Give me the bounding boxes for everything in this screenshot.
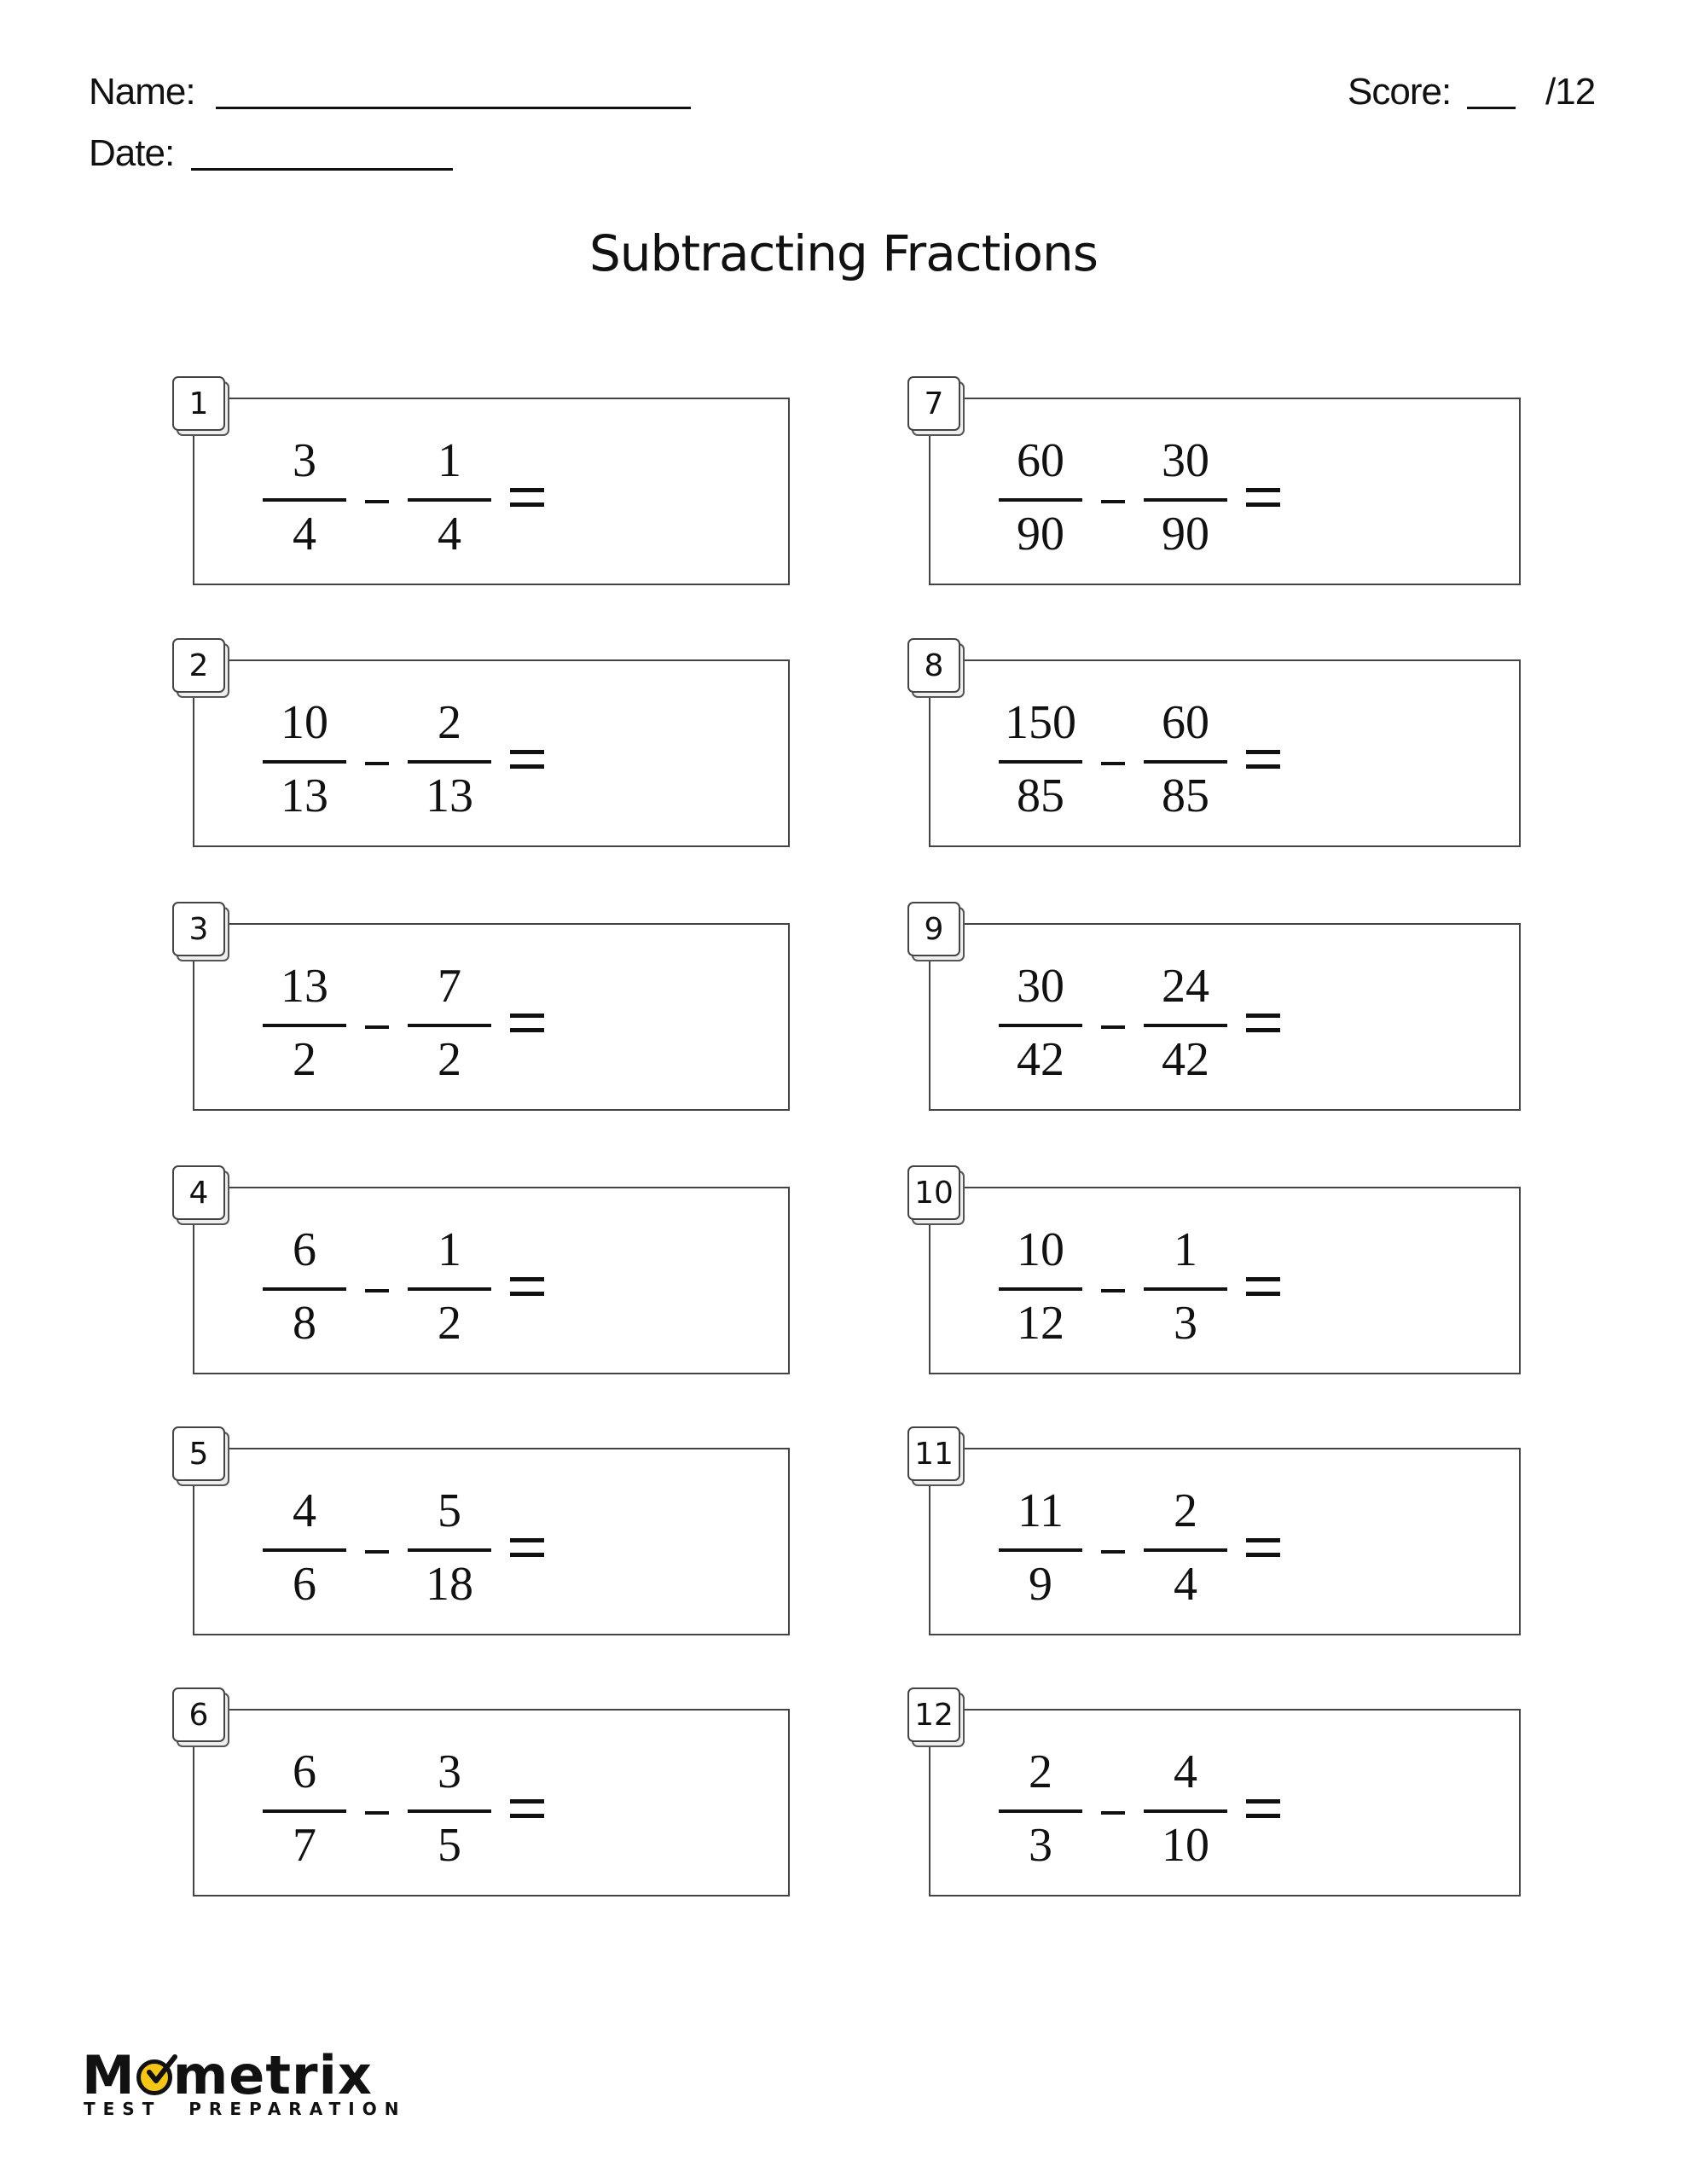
fraction-bar — [263, 1024, 346, 1027]
minus-sign — [1101, 1025, 1125, 1029]
fraction-subtrahend — [1144, 434, 1227, 561]
equals-sign — [1246, 488, 1280, 507]
fraction-subtrahend — [1144, 696, 1227, 822]
equals-sign — [510, 1014, 544, 1032]
fraction-minuend — [999, 696, 1082, 822]
fraction-bar — [999, 1024, 1082, 1027]
problem-number-badge: 10 — [907, 1165, 960, 1220]
problem-number-badge: 9 — [907, 902, 960, 956]
fraction-bar — [408, 1024, 491, 1027]
denominator: 2 — [293, 1033, 316, 1086]
minus-sign — [365, 1025, 389, 1029]
denominator: 5 — [438, 1819, 461, 1872]
fraction-bar — [1144, 1548, 1227, 1552]
numerator: 1 — [1174, 1223, 1197, 1276]
numerator: 30 — [1162, 434, 1209, 487]
fraction-bar — [408, 1809, 491, 1813]
equals-sign — [1246, 750, 1280, 769]
fraction-subtrahend — [1144, 1745, 1227, 1872]
fraction-subtrahend — [408, 1223, 491, 1350]
problem-number-badge: 5 — [172, 1426, 225, 1481]
fraction-bar — [999, 1287, 1082, 1291]
minus-sign — [365, 1289, 389, 1292]
fraction-bar — [408, 760, 491, 764]
equals-sign — [1246, 1277, 1280, 1296]
numerator: 2 — [1029, 1745, 1052, 1798]
problem-number-badge: 2 — [172, 638, 225, 693]
numerator: 10 — [281, 696, 328, 749]
fraction-subtrahend — [408, 960, 491, 1086]
minus-sign — [1101, 500, 1125, 503]
minus-sign — [1101, 1811, 1125, 1815]
denominator: 7 — [293, 1819, 316, 1872]
equals-sign — [1246, 1014, 1280, 1032]
numerator: 6 — [293, 1223, 316, 1276]
logo-wordmark: metrix — [172, 2044, 373, 2106]
fraction-minuend — [263, 1745, 346, 1872]
fraction-minuend — [999, 1745, 1082, 1872]
fraction-subtrahend — [1144, 1484, 1227, 1611]
minus-sign — [365, 500, 389, 503]
denominator: 3 — [1029, 1819, 1052, 1872]
problem-number-badge: 11 — [907, 1426, 960, 1481]
equals-sign — [1246, 1538, 1280, 1557]
problem-number-badge: 1 — [172, 376, 225, 431]
equals-sign — [510, 1277, 544, 1296]
date-field[interactable] — [191, 168, 453, 171]
problem-number-badge: 4 — [172, 1165, 225, 1220]
denominator: 10 — [1162, 1819, 1209, 1872]
page-title: Subtracting Fractions — [588, 224, 1098, 282]
name-field[interactable] — [216, 107, 691, 109]
denominator: 4 — [293, 508, 316, 561]
denominator: 4 — [438, 508, 461, 561]
equals-sign — [510, 1799, 544, 1818]
equals-sign — [510, 1538, 544, 1557]
minus-sign — [1101, 1289, 1125, 1292]
score-field[interactable] — [1467, 107, 1516, 109]
fraction-bar — [263, 1287, 346, 1291]
logo-tagline: TEST PREPARATION — [84, 2099, 407, 2119]
problem-number-badge: 3 — [172, 902, 225, 956]
denominator: 4 — [1174, 1558, 1197, 1611]
fraction-minuend — [263, 696, 346, 822]
fraction-bar — [408, 498, 491, 502]
denominator: 9 — [1029, 1558, 1052, 1611]
equals-sign — [510, 488, 544, 507]
fraction-bar — [1144, 1809, 1227, 1813]
numerator: 60 — [1162, 696, 1209, 749]
denominator: 90 — [1162, 508, 1209, 561]
denominator: 13 — [281, 770, 328, 822]
numerator: 4 — [1174, 1745, 1197, 1798]
fraction-bar — [263, 1809, 346, 1813]
fraction-bar — [999, 498, 1082, 502]
fraction-minuend — [263, 1484, 346, 1611]
numerator: 11 — [1017, 1484, 1064, 1537]
denominator: 42 — [1017, 1033, 1064, 1086]
numerator: 13 — [281, 960, 328, 1013]
numerator: 30 — [1017, 960, 1064, 1013]
fraction-bar — [999, 1548, 1082, 1552]
minus-sign — [365, 1811, 389, 1815]
denominator: 85 — [1017, 770, 1064, 822]
numerator: 7 — [438, 960, 461, 1013]
denominator: 3 — [1174, 1297, 1197, 1350]
fraction-bar — [1144, 1287, 1227, 1291]
fraction-bar — [408, 1287, 491, 1291]
denominator: 85 — [1162, 770, 1209, 822]
problem-number-badge: 8 — [907, 638, 960, 693]
fraction-subtrahend — [408, 434, 491, 561]
fraction-subtrahend — [408, 1745, 491, 1872]
problem-number-badge: 6 — [172, 1687, 225, 1742]
fraction-subtrahend — [1144, 1223, 1227, 1350]
mometrix-logo — [82, 2044, 373, 2106]
equals-sign — [1246, 1799, 1280, 1818]
numerator: 4 — [293, 1484, 316, 1537]
fraction-bar — [263, 1548, 346, 1552]
denominator: 18 — [426, 1558, 473, 1611]
fraction-bar — [999, 1809, 1082, 1813]
numerator: 24 — [1162, 960, 1209, 1013]
minus-sign — [1101, 1550, 1125, 1554]
numerator: 3 — [438, 1745, 461, 1798]
minus-sign — [365, 762, 389, 765]
fraction-subtrahend — [408, 696, 491, 822]
problem-number-badge: 7 — [907, 376, 960, 431]
numerator: 10 — [1017, 1223, 1064, 1276]
denominator: 6 — [293, 1558, 316, 1611]
fraction-bar — [408, 1548, 491, 1552]
denominator: 8 — [293, 1297, 316, 1350]
equals-sign — [510, 750, 544, 769]
fraction-minuend — [999, 434, 1082, 561]
minus-sign — [365, 1550, 389, 1554]
numerator: 1 — [438, 1223, 461, 1276]
score-total: /12 — [1545, 71, 1596, 113]
numerator: 3 — [293, 434, 316, 487]
numerator: 1 — [438, 434, 461, 487]
fraction-bar — [263, 760, 346, 764]
fraction-minuend — [263, 960, 346, 1086]
logo-letter-m: M — [82, 2044, 136, 2106]
fraction-minuend — [999, 1223, 1082, 1350]
numerator: 60 — [1017, 434, 1064, 487]
fraction-bar — [999, 760, 1082, 764]
denominator: 90 — [1017, 508, 1064, 561]
minus-sign — [1101, 762, 1125, 765]
fraction-minuend — [999, 1484, 1082, 1611]
checkmark-icon — [136, 2059, 172, 2095]
numerator: 5 — [438, 1484, 461, 1537]
fraction-bar — [1144, 1024, 1227, 1027]
score-label: Score: — [1348, 71, 1452, 113]
fraction-subtrahend — [408, 1484, 491, 1611]
fraction-minuend — [263, 434, 346, 561]
problem-number-badge: 12 — [907, 1687, 960, 1742]
denominator: 2 — [438, 1033, 461, 1086]
denominator: 42 — [1162, 1033, 1209, 1086]
fraction-minuend — [263, 1223, 346, 1350]
denominator: 2 — [438, 1297, 461, 1350]
numerator: 2 — [438, 696, 461, 749]
name-label: Name: — [89, 71, 195, 113]
date-label: Date: — [89, 132, 175, 174]
denominator: 12 — [1017, 1297, 1064, 1350]
numerator: 150 — [1005, 696, 1076, 749]
fraction-bar — [263, 498, 346, 502]
fraction-bar — [1144, 498, 1227, 502]
numerator: 2 — [1174, 1484, 1197, 1537]
fraction-bar — [1144, 760, 1227, 764]
fraction-subtrahend — [1144, 960, 1227, 1086]
numerator: 6 — [293, 1745, 316, 1798]
denominator: 13 — [426, 770, 473, 822]
fraction-minuend — [999, 960, 1082, 1086]
